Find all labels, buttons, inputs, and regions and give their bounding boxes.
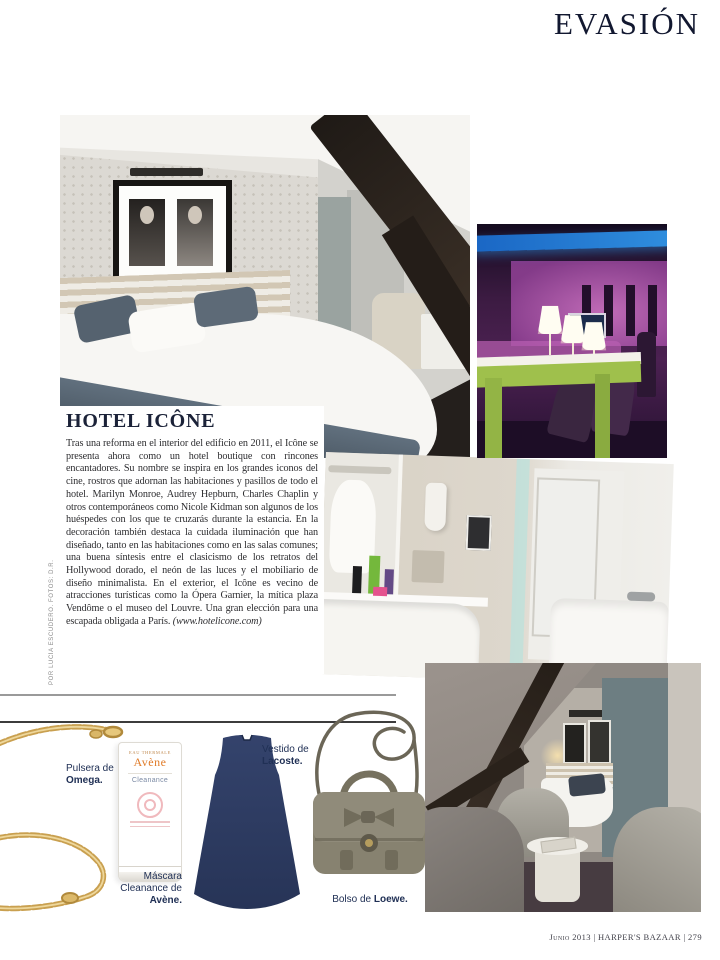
tub-faucet: [627, 591, 655, 601]
lamp-stem: [549, 334, 551, 355]
mask-caption-l1: Máscara: [143, 871, 182, 882]
attic-pillow-dark: [568, 773, 606, 797]
divider-grey: [0, 694, 396, 696]
mask-brand: Avène.: [149, 895, 182, 906]
avene-logo-circle: [137, 792, 163, 818]
bathroom-glass-door: [510, 459, 530, 681]
bracelet-caption-pre: Pulsera de: [66, 763, 114, 774]
bathroom-wall-picture: [465, 515, 491, 551]
wall-hairdryer: [424, 482, 447, 532]
dress-caption: [262, 744, 334, 768]
bracelet-brand: Omega.: [66, 775, 103, 786]
tube-brand: Avène: [133, 755, 167, 769]
tube-text-line: [130, 821, 170, 823]
dress-brand: Lacoste.: [262, 756, 303, 767]
photo-credit: POR LUCÍA ESCUDERO. FOTOS: D.R.: [49, 559, 55, 685]
tube-seam: [119, 866, 181, 867]
portrait-face: [188, 206, 202, 225]
lounge-table-leg: [485, 378, 502, 458]
avene-tube-image: [118, 742, 182, 882]
bag-brand: Loewe.: [373, 894, 408, 905]
avene-logo-inner: [144, 799, 156, 811]
tube-eau-thermale: EAU THERMALE: [129, 750, 171, 755]
article-block: [60, 406, 324, 674]
attic-side-table-base: [535, 847, 579, 902]
mask-caption-l2: Cleanance de: [120, 883, 182, 894]
portrait-face: [140, 206, 154, 225]
bag-caption-pre: Bolso de: [332, 894, 374, 905]
tube-product-name: Cleanance: [131, 777, 169, 784]
dress-caption-pre: Vestido de: [262, 744, 309, 755]
mask-caption: [96, 871, 182, 907]
tissue-box: [412, 551, 444, 583]
article-body: [66, 438, 318, 629]
portrait-chaplin: [129, 199, 165, 266]
attic-picture-light: [569, 710, 602, 716]
article-text: Tras una reforma en el interior del edificio en 2011, el Icône se presenta ahora como un hotel boutique con rincones encantadores. Su nombre se inspira en los grandes iconos del cine, rostros que adornan las habitaciones y pasillos de todo el hotel. Marilyn Monroe, Audrey Hepburn, Charles Chaplin y otros contemporáneos como Nicole Kidman son algunos de los huéspedes con los que te cruzarás durante la estancia. En la decoración también destaca la cuidada iluminación que han diseñado, tanto en las habitaciones como en las salas comunes; una buena síntesis entre el clasicismo de los retratos del Hollywood dorado, el neón de las luces y el mobiliario de diseño minimalista. En el exterior, el Icône es vecino de atracciones turísticas como la Ópera Garnier, la mítica plaza Vendôme o el museo del Louvre. Una gran elección para una escapada obligada a París.: [66, 438, 318, 627]
section-header: EVASIÓN: [553, 6, 700, 41]
photo-bathroom: [318, 452, 674, 686]
toiletry-soap-pink: [373, 587, 387, 596]
tube-divider: [128, 773, 171, 774]
lounge-table-leg: [595, 374, 610, 458]
lounge-neon-blue-strip: [477, 231, 667, 253]
attic-portrait-frame: [563, 723, 586, 764]
hotel-website: (www.hotelicone.com): [172, 615, 262, 627]
bedroom-picture-light: [130, 168, 204, 176]
photo-attic-suite: [425, 663, 701, 912]
toiletry-bottle-black: [352, 566, 362, 593]
bag-caption: [300, 894, 440, 906]
photo-purple-lounge: [477, 224, 667, 458]
portrait-monroe: [177, 199, 213, 266]
tube-text-line: [130, 826, 170, 828]
bedroom-portrait-frame: [113, 180, 232, 285]
attic-portrait-frame: [588, 720, 611, 764]
loewe-bag-image: [304, 702, 434, 897]
attic-armchair-right: [613, 807, 701, 912]
page-footer: Junio 2013 | HARPER'S BAZAAR | 279: [549, 932, 702, 942]
article-title: HOTEL ICÔNE: [66, 410, 216, 432]
